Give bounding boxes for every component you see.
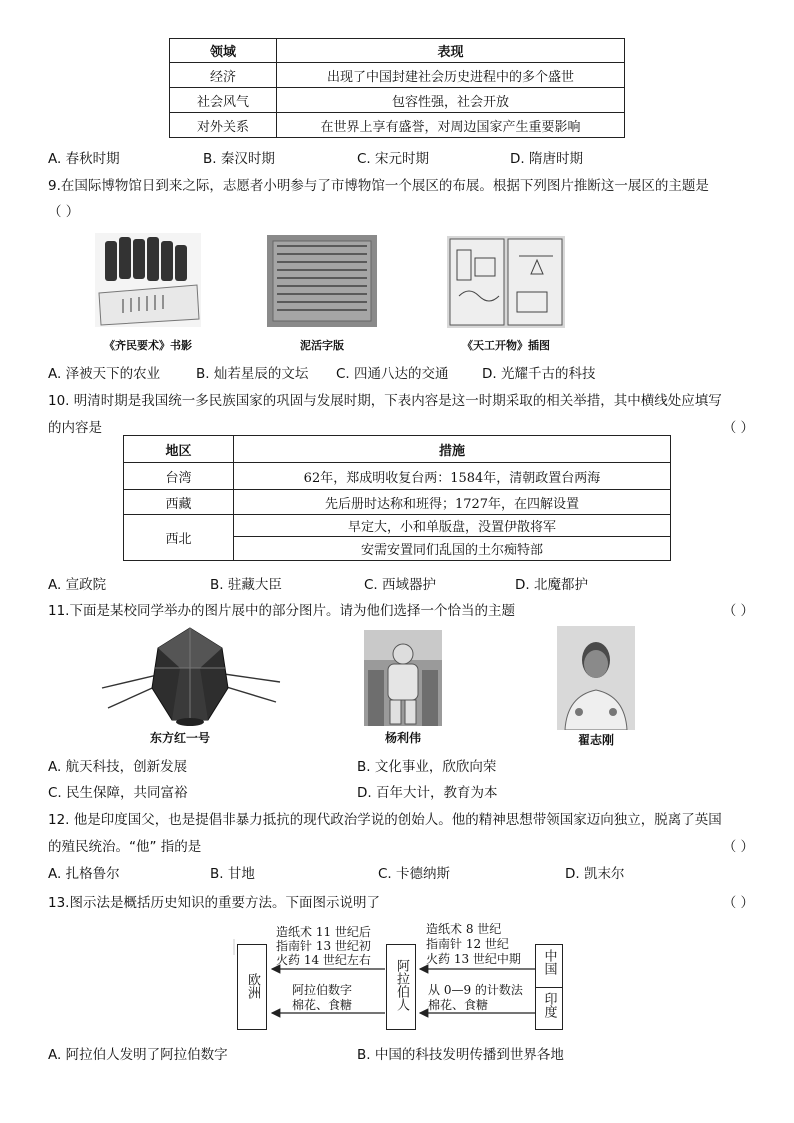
- q9-option-b[interactable]: B. 灿若星辰的文坛: [196, 366, 309, 382]
- q8-cell: 对外关系: [170, 113, 277, 138]
- q12-stem-2: 的殖民统治。“他” 指的是: [48, 839, 202, 855]
- satellite-image: [100, 622, 282, 732]
- text-line: 棉花、食糖: [292, 998, 353, 1012]
- q11-caption-1: 东方红一号: [149, 731, 210, 745]
- text-line: 从 0—9 的计数法: [428, 983, 523, 997]
- q8-cell: 社会风气: [170, 88, 277, 113]
- q8-cell: 出现了中国封建社会历史进程中的多个盛世: [277, 63, 625, 88]
- india-to-arab-numbers: [428, 983, 523, 1013]
- q9-stem: 9.在国际博物馆日到来之际，志愿者小明参与了市博物馆一个展区的布展。根据下列图片推断这一展区的主题是: [48, 178, 709, 194]
- q10-cell: 早定大，小和单版盘，没置伊散将军: [234, 515, 671, 537]
- q12-option-c[interactable]: C. 卡德纳斯: [378, 866, 451, 882]
- arab-label: 阿拉伯人: [394, 959, 409, 1011]
- text-line: 棉花、食糖: [428, 998, 489, 1012]
- clay-type-image: [267, 235, 377, 327]
- q11-option-a[interactable]: A. 航天科技，创新发展: [48, 759, 188, 775]
- q10-option-c[interactable]: C. 西域器护: [364, 577, 437, 593]
- arab-to-europe-numbers: [292, 983, 352, 1013]
- text-line: 造纸术 8 世纪: [426, 922, 502, 936]
- q10-option-a[interactable]: A. 宣政院: [48, 577, 107, 593]
- q8-option-d[interactable]: D. 隋唐时期: [510, 151, 583, 167]
- q10-stem-2: 的内容是: [48, 420, 102, 436]
- q11-option-d[interactable]: D. 百年大计，教育为本: [357, 785, 498, 801]
- q8-cell: 在世界上享有盛誉，对周边国家产生重要影响: [277, 113, 625, 138]
- q10-cell: 先后册时达称和班得；1727年，在四解设置: [234, 490, 671, 515]
- q9-paren: （ ）: [48, 204, 80, 220]
- q10-header-measure: 措施: [234, 436, 671, 463]
- q9-option-d[interactable]: D. 光耀千古的科技: [482, 366, 596, 382]
- q8-cell: 经济: [170, 63, 277, 88]
- text-line: 指南针 12 世纪: [426, 937, 509, 951]
- q8-option-b[interactable]: B. 秦汉时期: [203, 151, 275, 167]
- q11-option-c[interactable]: C. 民生保障，共同富裕: [48, 785, 188, 801]
- q10-option-b[interactable]: B. 驻藏大臣: [210, 577, 282, 593]
- china-label: 中国: [541, 949, 557, 975]
- q11-paren: （ ）: [722, 603, 754, 619]
- zhai-zhigang-photo: [557, 626, 635, 730]
- q12-option-b[interactable]: B. 甘地: [210, 866, 255, 882]
- q13-option-b[interactable]: B. 中国的科技发明传播到世界各地: [357, 1047, 564, 1063]
- q12-option-a[interactable]: A. 扎格鲁尔: [48, 866, 120, 882]
- q9-option-c[interactable]: C. 四通八达的交通: [336, 366, 449, 382]
- text-line: 火药 13 世纪中期: [426, 952, 521, 966]
- q9-option-a[interactable]: A. 泽被天下的农业: [48, 366, 161, 382]
- q11-stem: 11.下面是某校同学举办的图片展中的部分图片。请为他们选择一个恰当的主题: [48, 603, 515, 619]
- q9-caption-3: 《天工开物》插图: [462, 339, 550, 352]
- q12-option-d[interactable]: D. 凯末尔: [565, 866, 625, 882]
- q10-table: [123, 435, 671, 561]
- india-label: 印度: [541, 992, 557, 1018]
- q10-cell: 台湾: [124, 463, 234, 490]
- q10-paren: （ ）: [722, 420, 754, 436]
- q10-cell: 62年，郑成明收复台两：1584年，清朝政置台两海: [234, 463, 671, 490]
- china-to-arab-inventions: [426, 922, 521, 967]
- q8-table: [169, 38, 625, 138]
- q10-stem: 10. 明清时期是我国统一多民族国家的巩固与发展时期，下表内容是这一时期采取的相关举措，其中横线处应填写: [48, 393, 722, 409]
- q8-cell: 包容性强，社会开放: [277, 88, 625, 113]
- q8-option-a[interactable]: A. 春秋时期: [48, 151, 120, 167]
- q13-stem: 13.图示法是概括历史知识的重要方法。下面图示说明了: [48, 895, 380, 911]
- q13-option-a[interactable]: A. 阿拉伯人发明了阿拉伯数字: [48, 1047, 228, 1063]
- arab-to-europe-inventions: [276, 925, 371, 967]
- q8-header-field: 领域: [170, 39, 277, 63]
- tiangong-kaiwu-image: [447, 236, 565, 328]
- q12-stem: 12. 他是印度国父，也是提倡非暴力抵抗的现代政治学说的创始人。他的精神思想带领国家迈向独立，脱离了英国: [48, 812, 722, 828]
- arab-box: [386, 944, 416, 1030]
- text-line: 指南针 13 世纪初: [276, 939, 371, 953]
- q11-caption-2: 杨利伟: [384, 731, 421, 745]
- q10-cell: 西北: [124, 515, 234, 561]
- q10-header-region: 地区: [124, 436, 234, 463]
- q10-option-d[interactable]: D. 北魔都护: [515, 577, 588, 593]
- text-line: 火药 14 世纪左右: [276, 953, 371, 967]
- yang-liwei-photo: [364, 630, 442, 726]
- q9-caption-1: 《齐民要术》书影: [104, 339, 192, 352]
- europe-label: 欧洲: [245, 973, 260, 999]
- q9-caption-2: 泥活字版: [300, 339, 344, 352]
- text-line: 阿拉伯数字: [292, 983, 353, 997]
- q13-paren: （ ）: [722, 895, 754, 911]
- text-line: 造纸术 11 世纪后: [276, 925, 371, 939]
- q12-paren: （ ）: [722, 839, 754, 855]
- europe-box: [237, 944, 267, 1030]
- china-india-box: [535, 944, 563, 1030]
- q10-cell: 西藏: [124, 490, 234, 515]
- q11-option-b[interactable]: B. 文化事业，欣欣向荣: [357, 759, 497, 775]
- q8-option-c[interactable]: C. 宋元时期: [357, 151, 430, 167]
- q8-header-desc: 表现: [277, 39, 625, 63]
- q11-caption-3: 翟志刚: [577, 733, 614, 747]
- qiminyaoshu-image: [95, 233, 201, 327]
- q10-cell: 安需安置同们乱国的土尔痴特部: [234, 537, 671, 561]
